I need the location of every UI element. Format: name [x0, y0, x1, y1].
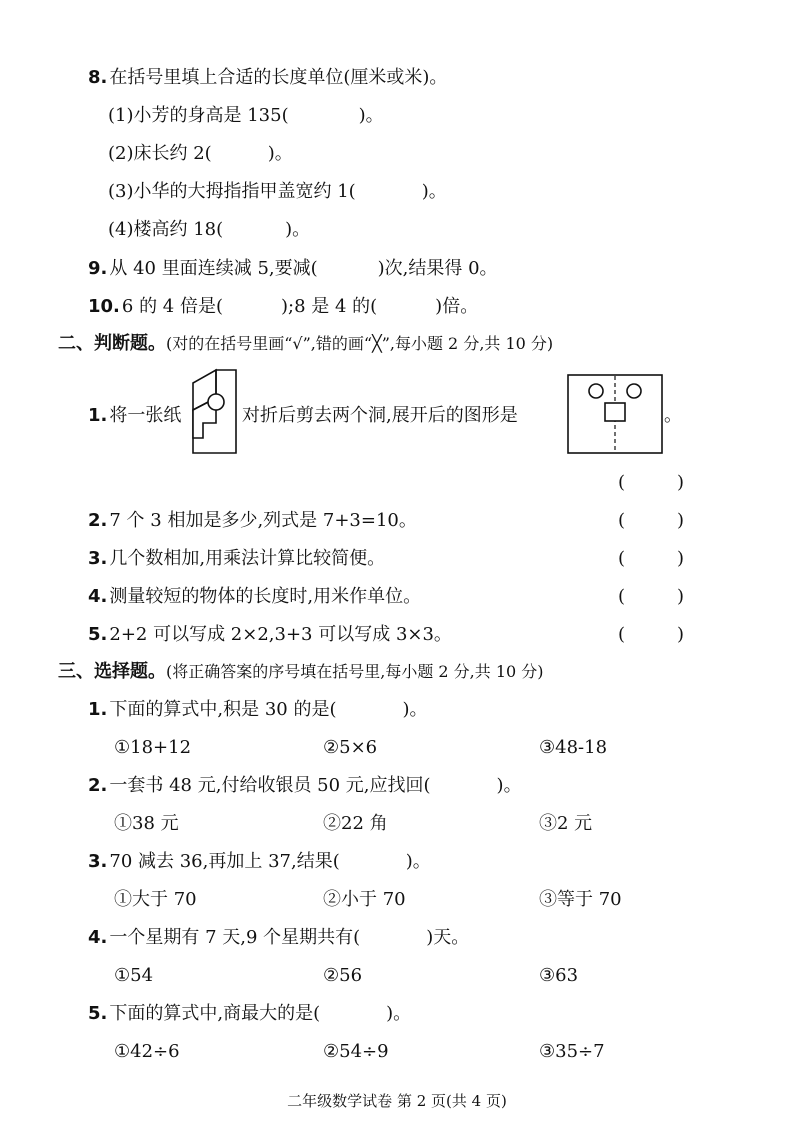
- option-3: ③等于 70: [539, 889, 622, 910]
- question-number: 1.: [88, 405, 108, 426]
- question-text-end: )次,结果得 0。: [377, 258, 498, 279]
- answer-paren[interactable]: [618, 548, 684, 570]
- option-3: ③48-18: [539, 737, 608, 758]
- paren-open: (: [618, 548, 626, 569]
- item-text: (4)楼高约 18(: [108, 219, 224, 240]
- question-text-end: )倍。: [435, 296, 479, 317]
- choice-question-1: [88, 699, 428, 721]
- paren-close: ): [677, 624, 685, 645]
- paren-close: ): [677, 510, 685, 531]
- option-3: ③2 元: [539, 813, 593, 834]
- question-text-end: )天。: [426, 927, 470, 948]
- answer-paren[interactable]: [618, 586, 684, 608]
- question-10: [88, 296, 478, 318]
- answer-paren[interactable]: [618, 510, 684, 532]
- item-close: )。: [358, 105, 384, 126]
- question-text: 7 个 3 相加是多少,列式是 7+3=10。: [109, 510, 417, 531]
- question-number: 2.: [88, 775, 108, 796]
- option-2: ②22 角: [323, 813, 388, 834]
- section-judge-heading: [58, 333, 553, 355]
- paren-open: (: [618, 624, 626, 645]
- paren-close: ): [677, 586, 685, 607]
- question-number: 2.: [88, 510, 108, 531]
- question-text: 将一张纸: [109, 405, 182, 426]
- question-number: 4.: [88, 586, 108, 607]
- section-choice-heading: [58, 661, 544, 683]
- judge-question-4: [88, 586, 421, 608]
- answer-paren[interactable]: [618, 624, 684, 646]
- question-text-end: )。: [496, 775, 522, 796]
- judge-question-1: [88, 405, 181, 427]
- question-number: 10.: [88, 296, 120, 317]
- judge-question-1-middle: [242, 405, 518, 427]
- question-number: 1.: [88, 699, 108, 720]
- item-text: (2)床长约 2(: [108, 143, 212, 164]
- item-text: (1)小芳的身高是 135(: [108, 105, 289, 126]
- q8-item-2: [108, 143, 293, 165]
- question-number: 3.: [88, 851, 108, 872]
- question-number: 9.: [88, 258, 108, 279]
- option-2: ②小于 70: [323, 889, 406, 910]
- question-text-middle: );8 是 4 的(: [280, 296, 378, 317]
- question-number: 5.: [88, 1003, 108, 1024]
- item-close: )。: [421, 181, 447, 202]
- option-3: ③63: [539, 965, 579, 986]
- question-9: [88, 258, 498, 280]
- paren-open: (: [618, 472, 626, 493]
- question-number: 5.: [88, 624, 108, 645]
- question-number: 8.: [88, 67, 108, 88]
- option-1: ①42÷6: [114, 1041, 180, 1062]
- question-text-end: 。: [664, 405, 682, 426]
- judge-question-5: [88, 624, 452, 646]
- option-1: ①38 元: [114, 813, 179, 834]
- option-1: ①18+12: [114, 737, 192, 758]
- judge-question-3: [88, 548, 385, 570]
- judge-question-1-end: [664, 405, 682, 427]
- option-2: ②5×6: [323, 737, 378, 758]
- question-text: 对折后剪去两个洞,展开后的图形是: [242, 405, 518, 426]
- choice-question-3: [88, 851, 431, 873]
- judge-question-2: [88, 510, 417, 532]
- question-text-end: )。: [386, 1003, 412, 1024]
- item-close: )。: [285, 219, 311, 240]
- option-1: ①大于 70: [114, 889, 197, 910]
- choice-question-4: [88, 927, 469, 949]
- question-text: 下面的算式中,积是 30 的是(: [109, 699, 337, 720]
- answer-paren[interactable]: [618, 472, 684, 494]
- unfolded-paper-figure: [567, 374, 663, 454]
- paren-close: ): [677, 472, 685, 493]
- question-text: 一套书 48 元,付给收银员 50 元,应找回(: [109, 775, 431, 796]
- question-text: 在括号里填上合适的长度单位(厘米或米)。: [109, 67, 448, 88]
- question-text: 测量较短的物体的长度时,用米作单位。: [109, 586, 422, 607]
- paren-close: ): [677, 548, 685, 569]
- folded-paper-figure: [188, 368, 238, 458]
- item-text: (3)小华的大拇指指甲盖宽约 1(: [108, 181, 356, 202]
- q8-item-1: [108, 105, 384, 127]
- question-text: 一个星期有 7 天,9 个星期共有(: [109, 927, 361, 948]
- question-text: 下面的算式中,商最大的是(: [109, 1003, 321, 1024]
- question-8: [88, 67, 447, 89]
- question-number: 4.: [88, 927, 108, 948]
- question-text: 70 减去 36,再加上 37,结果(: [109, 851, 340, 872]
- choice-question-5: [88, 1003, 411, 1025]
- question-text: 几个数相加,用乘法计算比较简便。: [109, 548, 386, 569]
- section-title: 三、选择题。: [58, 661, 166, 682]
- option-1: ①54: [114, 965, 154, 986]
- question-text: 从 40 里面连续减 5,要减(: [109, 258, 318, 279]
- section-instruction: (将正确答案的序号填在括号里,每小题 2 分,共 10 分): [166, 662, 544, 681]
- option-2: ②56: [323, 965, 363, 986]
- question-text-end: )。: [402, 699, 428, 720]
- question-number: 3.: [88, 548, 108, 569]
- item-close: )。: [267, 143, 293, 164]
- question-text: 2+2 可以写成 2×2,3+3 可以写成 3×3。: [109, 624, 452, 645]
- paren-open: (: [618, 586, 626, 607]
- choice-question-2: [88, 775, 522, 797]
- question-text-end: )。: [405, 851, 431, 872]
- question-text: 6 的 4 倍是(: [121, 296, 223, 317]
- q8-item-4: [108, 219, 310, 241]
- section-title: 二、判断题。: [58, 333, 166, 354]
- page-footer: 二年级数学试卷 第 2 页(共 4 页): [287, 1092, 507, 1110]
- q8-item-3: [108, 181, 447, 203]
- paren-open: (: [618, 510, 626, 531]
- option-2: ②54÷9: [323, 1041, 389, 1062]
- section-instruction: (对的在括号里画“√”,错的画“╳”,每小题 2 分,共 10 分): [166, 334, 554, 353]
- option-3: ③35÷7: [539, 1041, 605, 1062]
